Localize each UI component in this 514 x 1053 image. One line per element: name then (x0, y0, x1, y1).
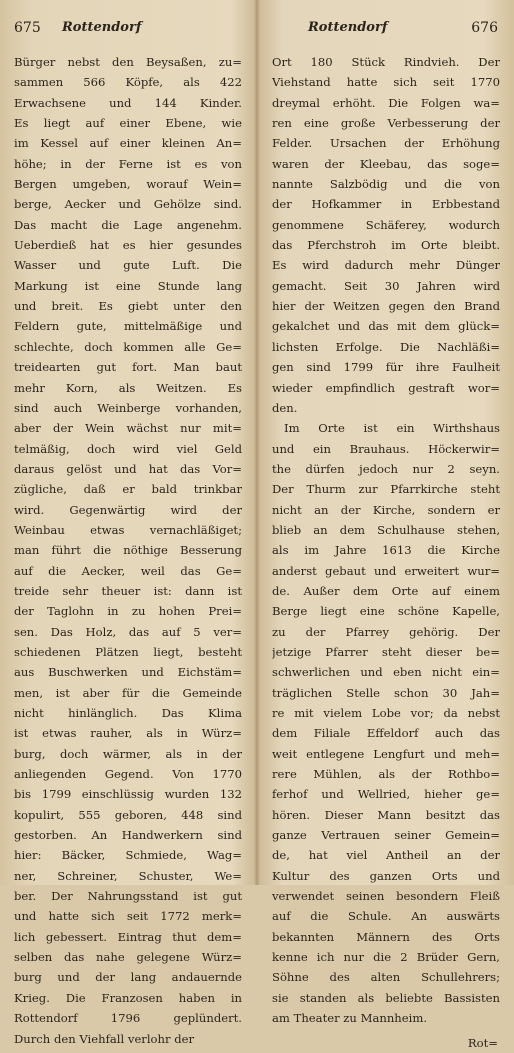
text-line: Ort 180 Stück Rindvieh. Der (272, 55, 500, 69)
text-line: Markung ist eine Stunde lang (14, 278, 242, 293)
text-line: Kultur des ganzen Orts und (272, 868, 500, 883)
text-line: men, ist aber für die Gemeinde (14, 685, 242, 700)
right-page-text (272, 52, 500, 1029)
text-line: und ein Brauhaus. Höckerwir= (272, 441, 500, 456)
text-line: Der Thurm zur Pfarrkirche steht (272, 482, 500, 497)
text-line: blieb an dem Schulhause stehen, (272, 522, 500, 537)
right-page-header (272, 14, 500, 42)
text-line: telmäßig, doch wird viel Geld (14, 441, 242, 456)
text-line: den. (272, 400, 298, 415)
text-line: Söhne des alten Schullehrers; (272, 970, 500, 985)
text-line: anderst gebaut und erweitert wur= (272, 563, 500, 578)
text-line: gestorben. An Handwerkern sind (14, 828, 242, 843)
text-line: und breit. Es giebt unter den (14, 299, 242, 314)
text-line: zu der Pfarrey gehörig. Der (272, 624, 500, 639)
text-line: aber der Wein wächst nur mit= (14, 421, 242, 436)
right-page-number: 676 (471, 20, 498, 36)
text-line: hören. Dieser Mann besitzt das (272, 807, 500, 822)
text-line: burg, doch wärmer, als in der (14, 746, 242, 761)
text-line: das Pferchstroh im Orte bleibt. (272, 238, 500, 253)
text-line: ganze Vertrauen seiner Gemein= (272, 828, 500, 843)
right-running-head: Rottendorf (308, 20, 388, 35)
text-line: ferhof und Wellried, hieher ge= (272, 787, 500, 802)
left-page (14, 14, 242, 1046)
text-line: im Kessel auf einer kleinen An= (14, 136, 242, 151)
text-line: auf die Schule. An auswärts (272, 909, 500, 924)
text-line: Krieg. Die Franzosen haben in (14, 990, 242, 1005)
text-line: verwendet seinen besondern Fleiß (272, 889, 500, 904)
text-line: höhe; in der Ferne ist es von (14, 156, 242, 171)
text-line: sen. Das Holz, das auf 5 ver= (14, 624, 242, 639)
left-page-header (14, 14, 242, 42)
text-line: schwerlichen und eben nicht ein= (272, 665, 500, 680)
text-line: Im Orte ist ein Wirthshaus (284, 421, 500, 436)
text-line: Rottendorf 1796 geplündert. (14, 1011, 242, 1026)
text-line: Weinbau etwas vernachläßiget; (14, 522, 242, 537)
text-line: sammen 566 Köpfe, als 422 (14, 75, 242, 90)
text-line: Es wird dadurch mehr Dünger (272, 258, 500, 273)
text-line: schlechte, doch kommen alle Ge= (14, 339, 242, 354)
text-line: aus Buschwerken und Eichstäm= (14, 665, 242, 680)
text-line: am Theater zu Mannheim. (272, 1011, 428, 1026)
text-line: ist etwas rauher, als in Würz= (14, 726, 242, 741)
text-line: ren eine große Verbesserung der (272, 116, 500, 131)
right-page (272, 14, 500, 1050)
text-line: Durch den Viehfall verlohr der (14, 1031, 195, 1046)
text-line: bis 1799 einschlüssig wurden 132 (14, 787, 242, 802)
text-line: the dürfen jedoch nur 2 seyn. (272, 461, 500, 476)
text-line: dreymal erhöht. Die Folgen wa= (272, 95, 500, 110)
text-line: jetzige Pfarrer steht dieser be= (272, 644, 500, 659)
text-line: berge, Aecker und Gehölze sind. (14, 197, 242, 212)
text-line: Berge liegt eine schöne Kapelle, (272, 604, 500, 619)
text-line: Bürger nebst den Beysaßen, zu= (14, 55, 242, 69)
text-line: der Taglohn in zu hohen Prei= (14, 604, 242, 619)
text-line: und hatte sich seit 1772 merk= (14, 909, 242, 924)
text-line: mehr Korn, als Weitzen. Es (14, 380, 242, 395)
text-line: hier der Weitzen gegen den Brand (272, 299, 500, 314)
text-line: re mit vielem Lobe vor; da nebst (272, 706, 500, 720)
book-gutter (254, 0, 260, 885)
text-line: Felder. Ursachen der Erhöhung (272, 136, 500, 151)
text-line: de, hat viel Antheil an der (272, 848, 500, 863)
text-line: bekannten Männern des Orts (272, 929, 500, 944)
text-line: nicht an der Kirche, sondern er (272, 502, 500, 517)
text-line: gemacht. Seit 30 Jahren wird (272, 278, 500, 293)
text-line: dem Filiale Effeldorf auch das (272, 726, 500, 741)
text-line: nicht hinlänglich. Das Klima (14, 706, 242, 720)
text-line: hier: Bäcker, Schmiede, Wag= (14, 848, 242, 863)
text-line: gekalchet und das mit dem glück= (272, 319, 500, 334)
text-line: de. Außer dem Orte auf einem (272, 583, 500, 598)
text-line: kenne ich nur die 2 Brüder Gern, (272, 950, 500, 965)
text-line: man führt die nöthige Besserung (14, 543, 242, 558)
text-line: sind auch Weinberge vorhanden, (14, 400, 242, 415)
text-line: daraus gelöst und hat das Vor= (14, 461, 242, 476)
text-line: sie standen als beliebte Bassisten (272, 990, 500, 1005)
left-page-text (14, 52, 242, 1049)
text-line: treidearten gut fort. Man baut (14, 360, 242, 375)
text-line: Wasser und gute Luft. Die (14, 258, 242, 273)
text-line: anliegenden Gegend. Von 1770 (14, 767, 242, 782)
text-line: lichsten Erfolge. Die Nachläßi= (272, 339, 500, 354)
text-line: Das macht die Lage angenehm. (14, 217, 242, 232)
text-line: zügliche, daß er bald trinkbar (14, 482, 242, 497)
text-line: träglichen Stelle schon 30 Jah= (272, 685, 500, 700)
text-line: Es liegt auf einer Ebene, wie (14, 116, 242, 131)
text-line: Feldern gute, mittelmäßige und (14, 319, 242, 334)
text-line: waren der Kleebau, das soge= (272, 156, 500, 171)
text-line: ber. Der Nahrungsstand ist gut (14, 889, 242, 904)
text-line: Bergen umgeben, worauf Wein= (14, 177, 242, 192)
text-line: treide sehr theuer ist: dann ist (14, 583, 242, 598)
text-line: schiedenen Plätzen liegt, besteht (14, 644, 242, 659)
catchword: Rot= (467, 1035, 498, 1050)
text-line: wird. Gegenwärtig wird der (14, 502, 242, 517)
text-line: rere Mühlen, als der Rothbo= (272, 767, 500, 782)
text-line: kopulirt, 555 geboren, 448 sind (14, 807, 242, 822)
text-line: Viehstand hatte sich seit 1770 (272, 75, 500, 90)
text-line: Ueberdieß hat es hier gesundes (14, 238, 242, 253)
text-line: wieder empfindlich gestraft wor= (272, 380, 500, 395)
text-line: weit entlegene Lengfurt und meh= (272, 746, 500, 761)
text-line: auf die Aecker, weil das Ge= (14, 563, 242, 578)
text-line: lich gebessert. Eintrag thut dem= (14, 929, 242, 944)
text-line: genommene Schäferey, wodurch (272, 217, 500, 232)
text-line: burg und der lang andauernde (14, 970, 242, 985)
text-line: Erwachsene und 144 Kinder. (14, 95, 242, 110)
text-line: nannte Salzbödig und die von (272, 177, 500, 192)
text-line: gen sind 1799 für ihre Faulheit (272, 360, 500, 375)
text-line: ner, Schreiner, Schuster, We= (14, 868, 242, 883)
left-running-head: Rottendorf (62, 20, 142, 35)
text-line: selben das nahe gelegene Würz= (14, 950, 242, 965)
left-page-number: 675 (14, 20, 41, 36)
text-line: der Hofkammer in Erbbestand (272, 197, 500, 212)
text-line: als im Jahre 1613 die Kirche (272, 543, 500, 558)
